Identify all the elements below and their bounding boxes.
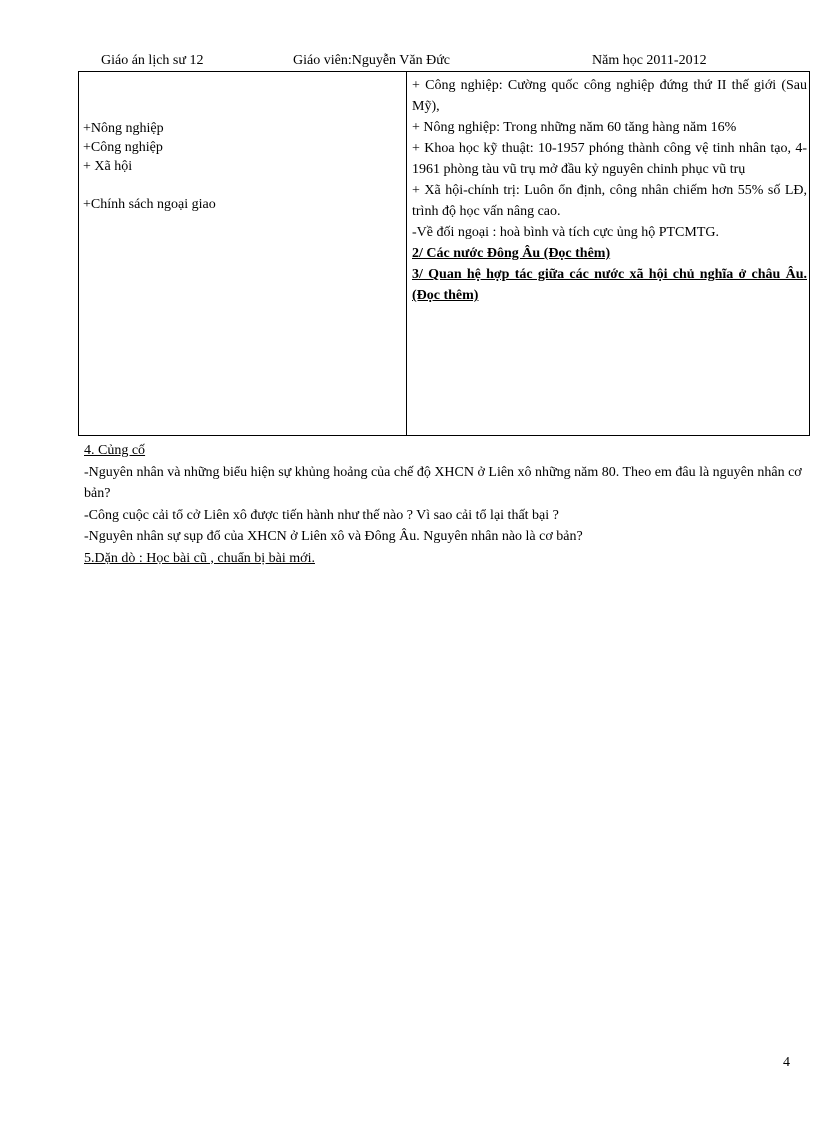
left-column [83,119,401,214]
question-1: -Nguyên nhân và những biểu hiện sự khủng hoảng của chế độ XHCN ở Liên xô những năm 80. Theo em đâu là nguyên nhân cơ bản? [84,464,802,501]
paragraph-foreign: -Về đối ngoại : hoà bình và tích cực ủng hộ PTCMTG. [412,225,719,240]
question-3: -Nguyên nhân sự sụp đổ của XHCN ở Liên xô và Đông Âu. Nguyên nhân nào là cơ bản? [84,529,583,544]
left-item-agriculture: +Nông nghiệp [83,121,164,136]
lesson-table [78,71,810,436]
header-subject: Giáo án lịch sư 12 [101,53,204,68]
left-item-society: + Xã hội [83,159,133,174]
header-school-year: Năm học 2011-2012 [592,53,707,68]
after-table-section [84,440,804,569]
consolidation-heading: 4. Củng cố [84,443,146,458]
homework-line: 5.Dặn dò : Học bài cũ , chuẩn bị bài mới. [84,550,315,566]
paragraph-society: + Xã hội-chính trị: Luôn ổn định, công nhân chiếm hơn 55% số LĐ, trình độ học vấn nâng cao. [412,183,807,219]
column-divider [406,72,407,435]
left-item-industry: +Công nghiệp [83,140,163,155]
paragraph-agriculture: + Nông nghiệp: Trong những năm 60 tăng hàng năm 16% [412,120,737,135]
section-cooperation: 3/ Quan hệ hợp tác giữa các nước xã hội chủ nghĩa ở châu Âu. (Đọc thêm) [412,267,807,303]
page-header [0,53,816,71]
header-teacher: Giáo viên:Nguyễn Văn Đức [293,53,451,68]
left-item-foreign-policy: +Chính sách ngoại giao [83,197,216,212]
paragraph-industry: + Công nghiệp: Cường quốc công nghiệp đứng thứ II thế giới (Sau Mỹ), [412,78,807,114]
right-column [412,75,807,306]
section-eastern-europe: 2/ Các nước Đông Âu (Đọc thêm) [412,246,611,261]
question-2: -Công cuộc cải tổ cở Liên xô được tiến hành như thế nào ? Vì sao cải tổ lại thất bại ? [84,507,559,523]
paragraph-science: + Khoa học kỹ thuật: 10-1957 phóng thành công vệ tinh nhân tạo, 4-1961 phòng tàu vũ trụ mở đầu kỷ nguyên chinh phục vũ trụ [412,141,807,177]
page-number: 4 [783,1055,790,1070]
